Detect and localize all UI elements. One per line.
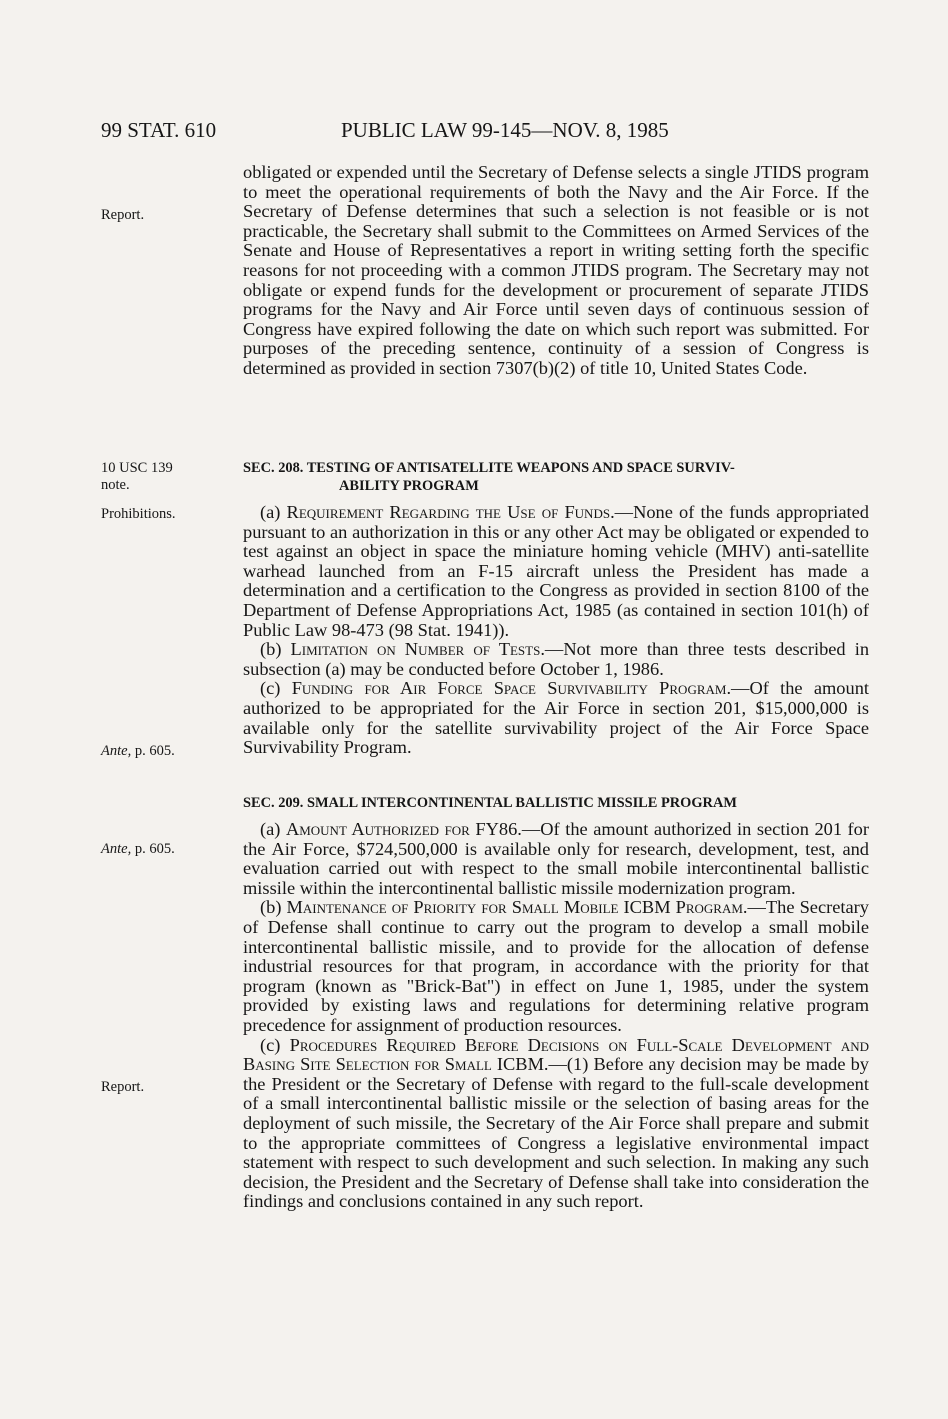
- margin-note-usc-line2: note.: [101, 477, 130, 493]
- subsection-text: —The Secretary of Defense shall continue to carry out the program to develop a small mobile intercontinental ballistic missile, and to provide for the allocation of defense industrial resources for that program, in accordance with the priority for that program (known as "Brick-Bat") in effect on June 1, 1985, under the system provided by existing laws and regulations for determining relative program precedence for assignment of production resources.: [243, 897, 870, 1035]
- subsection-208-c: [243, 679, 869, 757]
- section-209-heading: [243, 794, 869, 812]
- subsection-label: (c): [260, 1034, 290, 1055]
- section-209-body: [243, 820, 869, 1212]
- continued-paragraph: [243, 163, 869, 379]
- section-208-heading-line2: ABILITY PROGRAM: [339, 478, 479, 494]
- subsection-caption: Procedures Required Before Decisions on Full-Scale Development and Basing Site Selection for Small: [243, 1034, 869, 1075]
- subsection-caption: Requirement Regarding the Use of Funds.: [286, 502, 615, 522]
- subsection-caption: Maintenance of Priority for Small Mobile: [286, 897, 619, 918]
- margin-note-report: Report.: [101, 207, 145, 223]
- subsection-209-b: [243, 898, 869, 1035]
- subsection-208-a: [243, 503, 869, 640]
- subsection-text: —Of the amount authorized to be appropriated for the Air Force in section 201, $15,000,000 is available only for the satellite survivability project of the Air Force Space Survivability Program.: [243, 678, 870, 758]
- subsection-caption-tail: FY86.: [469, 819, 522, 839]
- subsection-label: (c): [260, 678, 292, 699]
- page-header: [101, 118, 871, 148]
- subsection-caption: Funding for Air Force Space Survivability Program.: [291, 678, 732, 699]
- section-209-heading-text: SEC. 209. SMALL INTERCONTINENTAL BALLISTIC MISSILE PROGRAM: [243, 795, 737, 811]
- subsection-208-b: [243, 640, 869, 679]
- subsection-label: (b): [260, 897, 287, 918]
- section-208-body: [243, 503, 869, 758]
- paragraph-text: obligated or expended until the Secretary of Defense selects a single JTIDS program to meet the operational requirements of both the Navy and the Air Force. If the Secretary of Defense determines that such a selection is not feasible or is not practicable, the Secretary shall submit to the Committees on Armed Services of the Senate and House of Representatives a report in writing setting forth the specific reasons for not proceeding with a common JTIDS program. The Secretary may not obligate or expend funds for the development or procurement of separate JTIDS programs for the Navy and Air Force until seven days of continuous session of Congress have expired following the date on which such report was submitted. For purposes of the preceding sentence, continuity of a session of Congress is determined as provided in section 7307(b)(2) of title 10, United States Code.: [243, 162, 869, 378]
- subsection-caption-tail: ICBM.: [491, 1054, 549, 1075]
- subsection-text: —(1) Before any decision may be made by the President or the Secretary of Defense with regard to the full-scale development of a small intercontinental ballistic missile or the selection of basing areas for the deployment of such missile, the Secretary of the Air Force shall prepare and submit to the appropriate committees of Congress a legislative environmental impact statement with respect to such development and such selection. In making any such decision, the President and the Secretary of Defense shall take into consideration the findings and conclusions contained in any such report.: [243, 1054, 869, 1212]
- section-208-heading: [243, 459, 869, 495]
- statute-page-number: 99 STAT. 610: [101, 118, 217, 142]
- ante-page: p. 605.: [131, 841, 175, 857]
- subsection-caption-icbm: ICBM: [618, 897, 676, 918]
- subsection-caption: Limitation on Number of Tests.: [290, 639, 545, 660]
- margin-note-prohibitions: Prohibitions.: [101, 506, 176, 522]
- ante-italic: Ante,: [101, 743, 132, 759]
- subsection-caption: Amount Authorized for: [285, 819, 470, 839]
- subsection-209-a: [243, 820, 869, 898]
- section-208-heading-line1: SEC. 208. TESTING OF ANTISATELLITE WEAPONS AND SPACE SURVIV-: [243, 460, 735, 476]
- subsection-text: —Of the amount authorized in section 201 for the Air Force, $724,500,000 is available only for research, development, test, and evaluation carried out with respect to the small mobile intercontinental ballistic missile within the intercontinental ballistic missile modernization program.: [243, 819, 869, 898]
- margin-note-usc: [101, 460, 221, 494]
- subsection-text: —None of the funds appropriated pursuant to an authorization in this or any other Act may be obligated or expended to test against an object in space the miniature homing vehicle (MHV) anti-satellite warhead launched from an F-15 aircraft unless the President has made a determination and a certification to the Congress as provided in section 8100 of the Department of Defense Appropriations Act, 1985 (as contained in section 101(h) of Public Law 98-473 (98 Stat. 1941)).: [243, 502, 870, 640]
- margin-note-usc-line1: 10 USC 139: [101, 460, 173, 476]
- subsection-text: —Not more than three tests described in subsection (a) may be conducted before October 1, 1986.: [243, 639, 870, 679]
- ante-page: p. 605.: [131, 743, 175, 759]
- margin-note-ante-2: [101, 841, 221, 858]
- ante-italic: Ante,: [101, 841, 132, 857]
- subsection-label: (a): [260, 502, 287, 522]
- subsection-label: (b): [260, 639, 291, 660]
- margin-note-ante-1: [101, 743, 221, 760]
- public-law-title: PUBLIC LAW 99-145—NOV. 8, 1985: [341, 118, 669, 142]
- subsection-label: (a): [260, 819, 286, 839]
- subsection-caption-tail: Program.: [675, 897, 748, 918]
- margin-note-report-2: Report.: [101, 1079, 145, 1095]
- subsection-209-c: [243, 1036, 869, 1212]
